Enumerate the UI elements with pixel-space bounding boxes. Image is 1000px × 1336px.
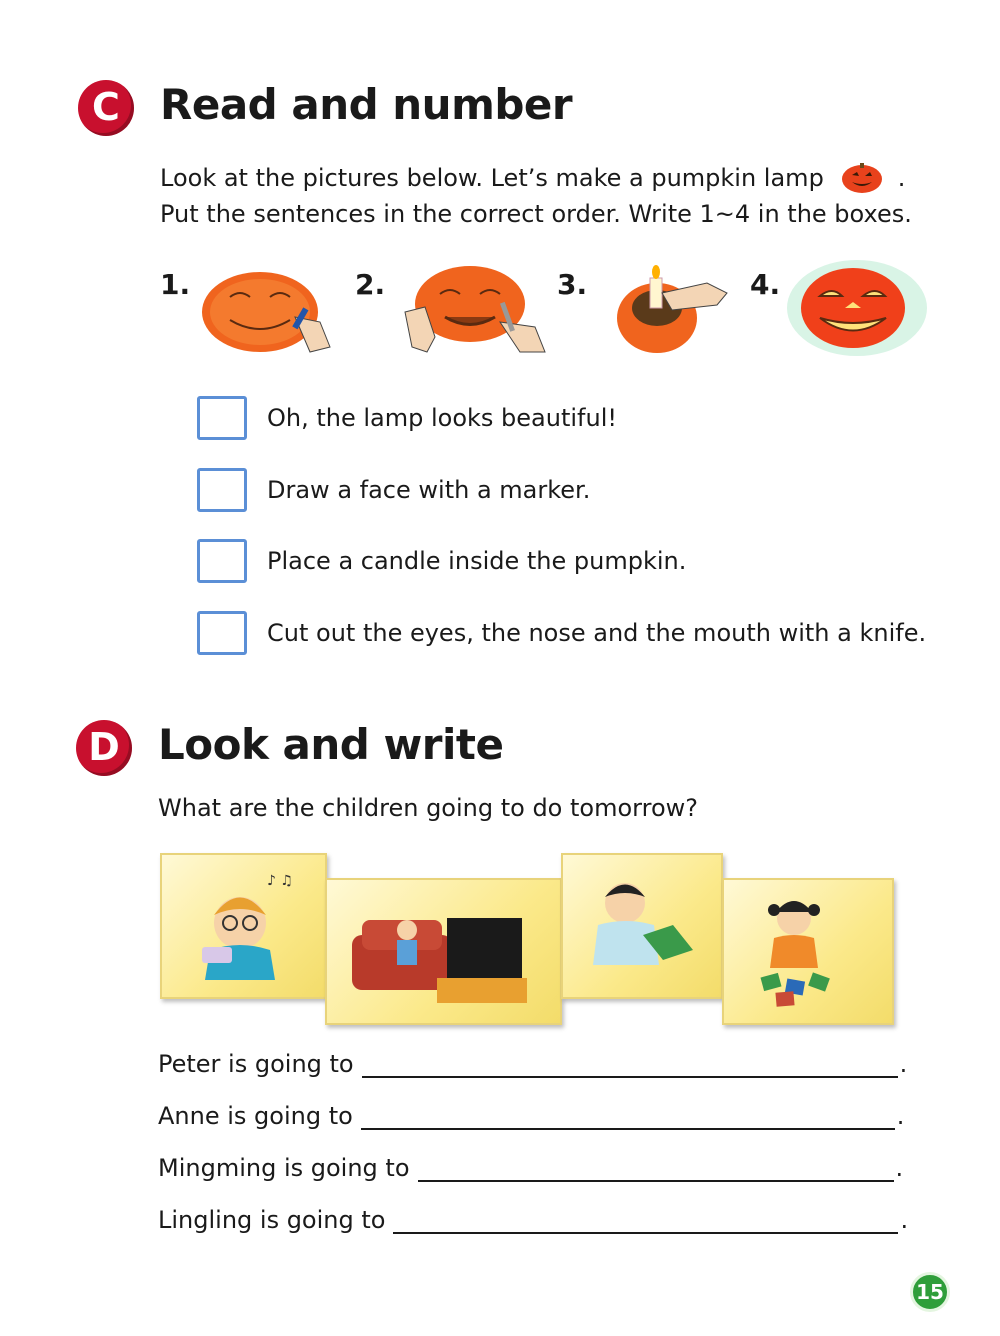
instruction-line-1-end: .: [897, 164, 906, 192]
pumpkin-icon: [840, 162, 884, 194]
step-4-number: 4.: [750, 268, 781, 301]
step-2-picture: [400, 262, 550, 361]
write-row-lingling: [158, 1204, 908, 1234]
section-d-title: Look and write: [158, 720, 504, 769]
sentence-row-2: [197, 468, 590, 512]
answer-line-anne[interactable]: [361, 1100, 895, 1130]
write-row-peter: [158, 1048, 907, 1078]
page-number: 15: [916, 1280, 944, 1304]
sentence-row-1: [197, 396, 617, 440]
page-number-badge: [910, 1272, 950, 1312]
write-row-mingming: [158, 1152, 903, 1182]
section-d-badge: [76, 720, 132, 776]
picture-mingming-reading: [561, 853, 723, 999]
step-4-picture: [785, 258, 930, 362]
prompt-lingling: Lingling is going to: [158, 1206, 386, 1234]
picture-anne-tv: [325, 878, 562, 1025]
step-3-number: 3.: [557, 268, 588, 301]
answer-line-peter[interactable]: [362, 1048, 898, 1078]
section-c-instructions: [160, 160, 912, 232]
answer-box-2[interactable]: [197, 468, 247, 512]
sentence-text-4: Cut out the eyes, the nose and the mouth with a knife.: [267, 619, 927, 647]
prompt-anne: Anne is going to: [158, 1102, 353, 1130]
step-3-picture: [612, 258, 732, 362]
step-1-number: 1.: [160, 268, 191, 301]
write-row-anne: [158, 1100, 904, 1130]
children-pictures: [160, 850, 895, 1030]
instruction-line-1: Look at the pictures below. Let’s make a pumpkin lamp: [160, 164, 824, 192]
step-2-number: 2.: [355, 268, 386, 301]
prompt-mingming: Mingming is going to: [158, 1154, 410, 1182]
answer-box-3[interactable]: [197, 539, 247, 583]
sentence-row-3: [197, 539, 686, 583]
section-c-badge: [78, 80, 134, 136]
section-d-question: What are the children going to do tomorrow?: [158, 794, 698, 822]
answer-box-1[interactable]: [197, 396, 247, 440]
sentence-text-2: Draw a face with a marker.: [267, 476, 591, 504]
line-end-peter: .: [899, 1050, 908, 1078]
picture-lingling-cards: [722, 878, 894, 1025]
line-end-mingming: .: [895, 1154, 904, 1182]
sentence-row-4: [197, 611, 926, 655]
line-end-anne: .: [896, 1102, 905, 1130]
answer-box-4[interactable]: [197, 611, 247, 655]
sentence-text-1: Oh, the lamp looks beautiful!: [267, 404, 618, 432]
answer-line-lingling[interactable]: [393, 1204, 898, 1234]
picture-peter-music: [160, 853, 327, 999]
sentence-text-3: Place a candle inside the pumpkin.: [267, 547, 687, 575]
answer-line-mingming[interactable]: [418, 1152, 894, 1182]
step-1-picture: [200, 262, 335, 361]
section-d-letter: D: [88, 725, 120, 769]
section-c-title: Read and number: [160, 80, 573, 129]
instruction-line-2: Put the sentences in the correct order. Write 1~4 in the boxes.: [160, 200, 912, 228]
section-c-letter: C: [92, 85, 120, 129]
prompt-peter: Peter is going to: [158, 1050, 354, 1078]
line-end-lingling: .: [900, 1206, 909, 1234]
svg-text:♪ ♫: ♪ ♫: [267, 873, 293, 889]
